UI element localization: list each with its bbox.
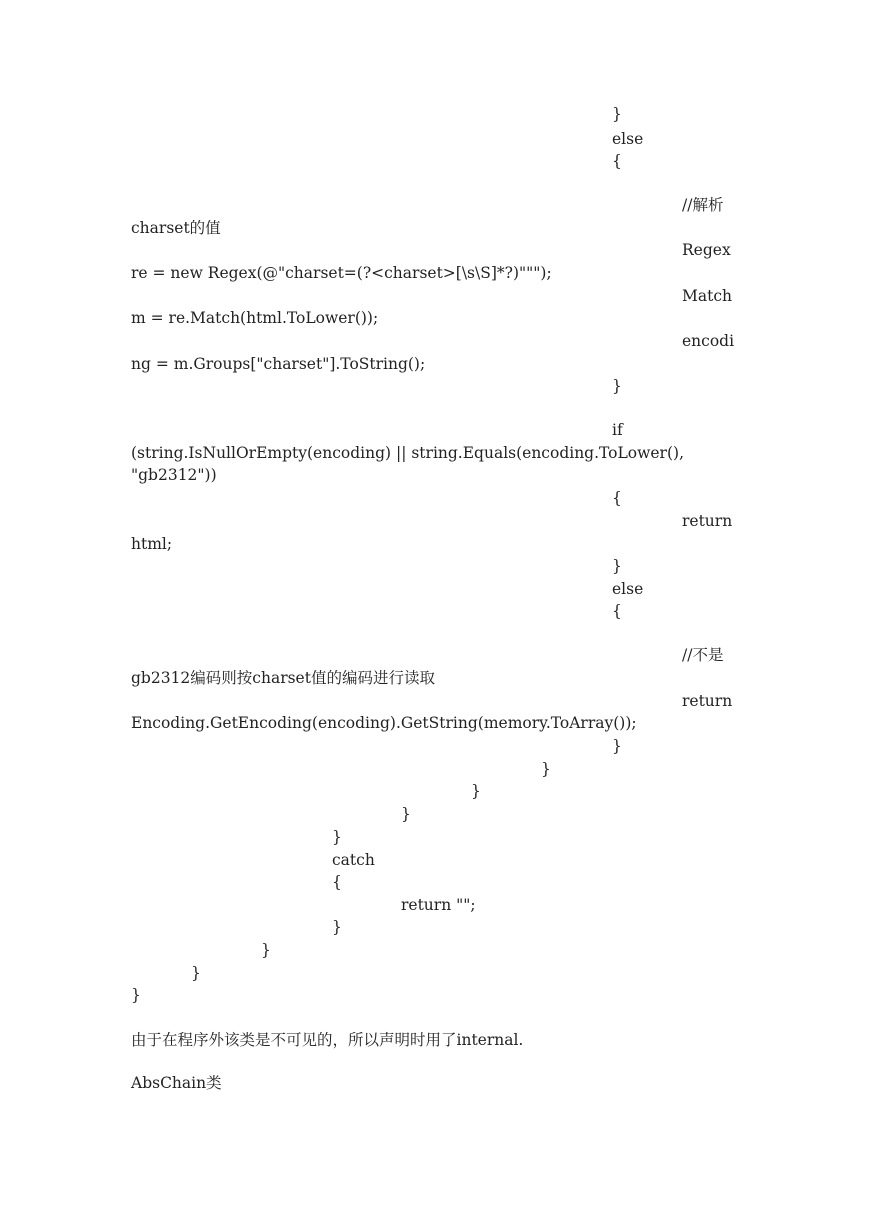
code-line: return [682,692,733,710]
code-line: } [261,941,271,959]
code-line: { [612,489,622,507]
code-line: if [612,421,623,439]
code-line: else [612,580,644,598]
code-comment: //解析 [682,196,724,214]
code-comment: //不是 [682,646,724,664]
code-line: m = re.Match(html.ToLower()); [131,309,379,327]
code-line: { [612,152,622,170]
code-line: Regex [682,241,731,259]
code-line: html; [131,535,173,553]
code-line: Encoding.GetEncoding(encoding).GetString(memory.ToArray()); [131,714,637,732]
code-line: { [332,873,342,891]
code-line: return ""; [401,896,476,914]
code-line: else [612,130,644,148]
code-line: catch [332,851,375,869]
code-line: } [332,918,342,936]
section-heading: AbsChain类 [131,1074,222,1092]
code-line: { [612,602,622,620]
code-line: charset的值 [131,219,221,237]
code-line: } [612,737,622,755]
body-paragraph: 由于在程序外该类是不可见的，所以声明时用了internal. [131,1031,524,1049]
code-line: } [332,828,342,846]
code-line: } [131,986,141,1004]
code-line: "gb2312")) [131,466,217,484]
code-line: return [682,512,733,530]
code-line: } [471,782,481,800]
code-line: encodi [682,332,735,350]
code-line: } [191,964,201,982]
code-line: Match [682,287,733,305]
code-line: } [541,760,551,778]
code-line: } [612,105,622,123]
code-line: } [612,377,622,395]
code-line: ng = m.Groups["charset"].ToString(); [131,355,426,373]
code-line: (string.IsNullOrEmpty(encoding) || string.Equals(encoding.ToLower(), [131,444,684,462]
code-line: re = new Regex(@"charset=(?<charset>[\s\S]*?)"""); [131,264,552,282]
code-line: gb2312编码则按charset值的编码进行读取 [131,669,435,687]
code-line: } [401,805,411,823]
code-line: } [612,557,622,575]
